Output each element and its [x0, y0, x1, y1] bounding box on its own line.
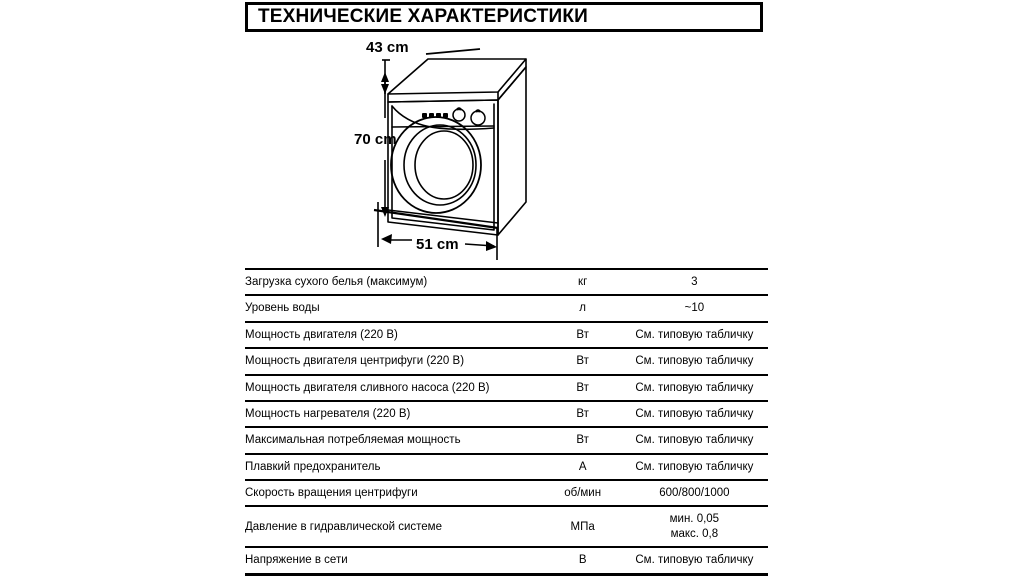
table-row — [245, 295, 768, 321]
spec-unit: МПа — [570, 520, 595, 533]
table-row — [245, 454, 768, 480]
spec-parameter: Плавкий предохранитель — [245, 460, 381, 473]
spec-parameter: Напряжение в сети — [245, 554, 348, 567]
spec-parameter: Максимальная потребляемая мощность — [245, 434, 461, 447]
spec-parameter: Давление в гидравлической системе — [245, 520, 442, 533]
spec-unit: А — [578, 460, 587, 473]
panel-button-3 — [436, 113, 441, 118]
top-panel — [388, 59, 526, 94]
spec-value-line: макс. 0,8 — [670, 527, 719, 540]
program-knob — [453, 109, 465, 121]
table-row — [245, 427, 768, 453]
temperature-knob-pointer — [476, 111, 480, 113]
height-dimension-label: 70 cm — [354, 131, 397, 148]
spec-unit: В — [578, 554, 587, 567]
table-row — [245, 506, 768, 547]
spec-parameter: Мощность двигателя сливного насоса (220 В) — [245, 381, 490, 394]
panel-button-2 — [429, 113, 434, 118]
page-title: ТЕХНИЧЕСКИЕ ХАРАКТЕРИСТИКИ — [258, 6, 589, 27]
spec-value: См. типовую табличку — [635, 355, 754, 368]
spec-unit: Вт — [576, 381, 589, 394]
spec-parameter: Мощность двигателя (220 В) — [245, 328, 398, 341]
spec-value: См. типовую табличку — [635, 434, 754, 447]
table-row — [245, 322, 768, 348]
washing-machine-diagram — [330, 32, 580, 267]
page-title-box — [245, 2, 763, 32]
table-row — [245, 269, 768, 295]
spec-value: ~10 — [684, 302, 705, 315]
panel-button-1 — [422, 113, 427, 118]
spec-parameter: Скорость вращения центрифуги — [245, 487, 418, 499]
right-side-panel — [498, 67, 526, 235]
spec-value — [621, 506, 768, 547]
spec-table-body — [245, 269, 768, 574]
table-row — [245, 401, 768, 427]
table-row — [245, 375, 768, 401]
spec-parameter: Мощность двигателя центрифуги (220 В) — [245, 355, 465, 368]
spec-value: См. типовую табличку — [635, 554, 754, 567]
spec-unit: л — [579, 302, 587, 315]
width-dimension-label: 51 cm — [416, 236, 459, 253]
spec-parameter: Мощность нагревателя (220 В) — [245, 407, 411, 420]
table-row — [245, 348, 768, 374]
spec-unit: Вт — [576, 355, 589, 368]
spec-value: См. типовую табличку — [635, 328, 754, 341]
program-knob-pointer — [457, 109, 461, 111]
table-row — [245, 547, 768, 574]
spec-value: См. типовую табличку — [635, 407, 754, 420]
door-assembly — [391, 117, 481, 213]
spec-value: 600/800/1000 — [659, 487, 730, 499]
table-row — [245, 480, 768, 506]
spec-value: См. типовую табличку — [635, 381, 754, 394]
temperature-knob — [471, 111, 485, 125]
spec-unit: Вт — [576, 434, 589, 447]
spec-unit: Вт — [576, 328, 589, 341]
spec-unit: Вт — [576, 407, 589, 420]
spec-value: 3 — [691, 276, 698, 288]
spec-parameter: Уровень воды — [245, 302, 320, 315]
spec-unit: об/мин — [564, 487, 602, 499]
front-face-inner-frame — [392, 104, 494, 230]
spec-value: См. типовую табличку — [635, 460, 754, 473]
spec-parameter: Загрузка сухого белья (максимум) — [245, 276, 428, 288]
door-glass — [415, 131, 473, 199]
spec-value-line: мин. 0,05 — [669, 513, 720, 526]
technical-specifications-table — [245, 268, 768, 576]
depth-dimension-label: 43 cm — [366, 39, 409, 56]
panel-button-4 — [443, 113, 448, 118]
spec-unit: кг — [578, 276, 588, 288]
